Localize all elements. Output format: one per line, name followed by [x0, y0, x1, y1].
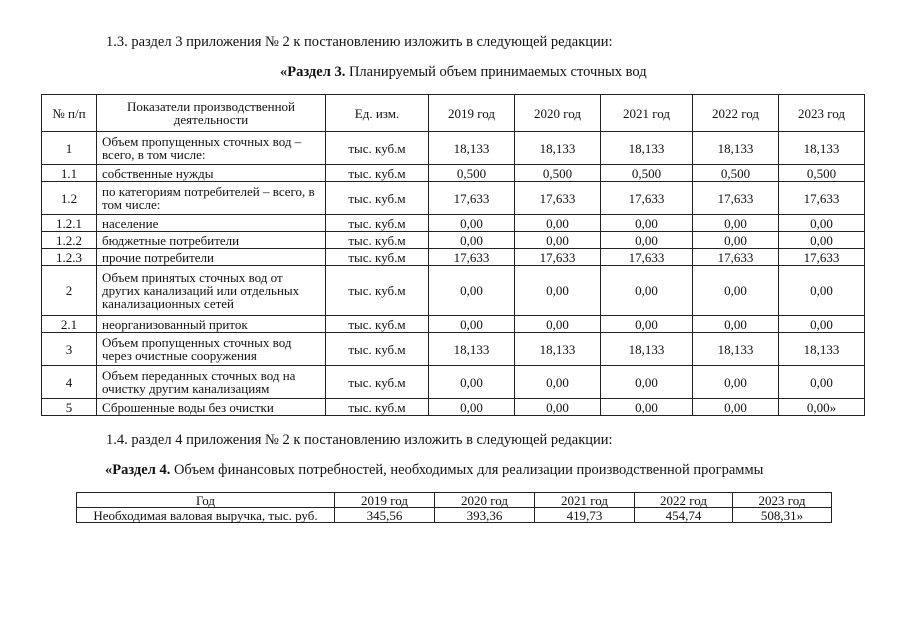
cell-value: 0,500: [429, 165, 515, 182]
row-indicator: по категориям потребителей – всего, в том числе:: [97, 182, 326, 215]
cell-value: 0,00: [779, 232, 865, 249]
cell-value: 18,133: [515, 132, 601, 165]
cell-value: 0,00: [601, 266, 693, 316]
row-label: Необходимая валовая выручка, тыс. руб.: [77, 508, 335, 523]
row-indicator: бюджетные потребители: [97, 232, 326, 249]
cell-value: 18,133: [601, 132, 693, 165]
header-2019: 2019 год: [335, 493, 435, 508]
row-number: 1.2: [42, 182, 97, 215]
row-indicator: население: [97, 215, 326, 232]
table-row: [42, 232, 865, 249]
row-unit: тыс. куб.м: [326, 316, 429, 333]
section-3-heading-bold: «Раздел 3.: [280, 64, 346, 80]
wastewater-volume-table: [41, 94, 865, 416]
cell-value: 0,00: [515, 215, 601, 232]
header-2023: 2023 год: [779, 95, 865, 132]
row-number: 1.1: [42, 165, 97, 182]
row-indicator: прочие потребители: [97, 249, 326, 266]
header-2023: 2023 год: [733, 493, 832, 508]
cell-value: 0,00: [429, 316, 515, 333]
row-unit: тыс. куб.м: [326, 399, 429, 416]
cell-value: 18,133: [693, 132, 779, 165]
cell-value: 0,00: [601, 316, 693, 333]
row-unit: тыс. куб.м: [326, 266, 429, 316]
paragraph-1-4: 1.4. раздел 4 приложения № 2 к постановлению изложить в следующей редакции:: [106, 432, 613, 448]
section-4-heading-bold: «Раздел 4.: [105, 462, 171, 478]
cell-value: 0,00: [693, 366, 779, 399]
section-4-heading-text: Объем финансовых потребностей, необходимых для реализации производственной программы: [170, 462, 764, 478]
cell-value: 0,500: [693, 165, 779, 182]
cell-value: 17,633: [515, 249, 601, 266]
header-year: Год: [77, 493, 335, 508]
cell-value: 18,133: [779, 132, 865, 165]
cell-value: 0,00: [601, 232, 693, 249]
cell-value: 17,633: [693, 249, 779, 266]
table-row: [42, 132, 865, 165]
row-number: 1.2.1: [42, 215, 97, 232]
header-2020: 2020 год: [435, 493, 535, 508]
cell-value: 0,00: [515, 316, 601, 333]
cell-value: 0,00: [693, 399, 779, 416]
cell-value: 18,133: [779, 333, 865, 366]
row-unit: тыс. куб.м: [326, 182, 429, 215]
table-header-row: [77, 493, 832, 508]
cell-value: 18,133: [515, 333, 601, 366]
table-row: [42, 249, 865, 266]
cell-value: 0,00: [429, 266, 515, 316]
row-unit: тыс. куб.м: [326, 366, 429, 399]
row-number: 3: [42, 333, 97, 366]
row-indicator: Объем принятых сточных вод от других канализаций или отдельных канализационных сетей: [97, 266, 326, 316]
cell-value: 0,00: [779, 366, 865, 399]
cell-value: 0,500: [515, 165, 601, 182]
section-4-heading: [105, 462, 763, 479]
cell-value: 0,00: [693, 232, 779, 249]
section-3-heading-text: Планируемый объем принимаемых сточных вод: [345, 64, 647, 80]
cell-value: 0,00: [693, 266, 779, 316]
row-number: 2: [42, 266, 97, 316]
row-unit: тыс. куб.м: [326, 165, 429, 182]
row-number: 2.1: [42, 316, 97, 333]
row-number: 1.2.2: [42, 232, 97, 249]
cell-value: 0,00: [779, 266, 865, 316]
cell-value: 0,00: [429, 399, 515, 416]
header-num: № п/п: [42, 95, 97, 132]
cell-value: 454,74: [635, 508, 733, 523]
row-indicator: неорганизованный приток: [97, 316, 326, 333]
header-2022: 2022 год: [635, 493, 733, 508]
cell-value: 17,633: [693, 182, 779, 215]
table-row: [42, 266, 865, 316]
cell-value: 0,500: [779, 165, 865, 182]
row-indicator: Объем пропущенных сточных вод – всего, в том числе:: [97, 132, 326, 165]
table-row: [42, 215, 865, 232]
row-unit: тыс. куб.м: [326, 132, 429, 165]
cell-value: 345,56: [335, 508, 435, 523]
row-unit: тыс. куб.м: [326, 232, 429, 249]
cell-value: 17,633: [601, 249, 693, 266]
table-row: [42, 333, 865, 366]
cell-value: 0,00: [601, 399, 693, 416]
cell-value: 0,00: [693, 316, 779, 333]
cell-value: 0,00: [515, 266, 601, 316]
table-row: [42, 182, 865, 215]
row-unit: тыс. куб.м: [326, 249, 429, 266]
cell-value: 18,133: [693, 333, 779, 366]
table-row: [42, 165, 865, 182]
table-row: [42, 316, 865, 333]
cell-value: 393,36: [435, 508, 535, 523]
cell-value: 17,633: [429, 182, 515, 215]
table-row: [77, 508, 832, 523]
cell-value: 0,00: [601, 366, 693, 399]
cell-value: 0,00: [515, 399, 601, 416]
cell-value: 0,00: [601, 215, 693, 232]
cell-value: 419,73: [535, 508, 635, 523]
row-indicator: собственные нужды: [97, 165, 326, 182]
table-row: [42, 366, 865, 399]
row-number: 4: [42, 366, 97, 399]
cell-value: 508,31»: [733, 508, 832, 523]
row-unit: тыс. куб.м: [326, 333, 429, 366]
cell-value: 0,00: [429, 366, 515, 399]
cell-value: 17,633: [779, 182, 865, 215]
cell-value: 0,00: [779, 215, 865, 232]
header-indicator: Показатели производственной деятельности: [97, 95, 326, 132]
cell-value: 18,133: [429, 132, 515, 165]
header-unit: Ед. изм.: [326, 95, 429, 132]
row-indicator: Объем пропущенных сточных вод через очистные сооружения: [97, 333, 326, 366]
financial-needs-table: [76, 492, 832, 523]
cell-value: 17,633: [515, 182, 601, 215]
cell-value: 0,500: [601, 165, 693, 182]
header-2022: 2022 год: [693, 95, 779, 132]
row-number: 5: [42, 399, 97, 416]
header-2021: 2021 год: [535, 493, 635, 508]
cell-value: 0,00: [429, 215, 515, 232]
table-header-row: [42, 95, 865, 132]
row-indicator: Сброшенные воды без очистки: [97, 399, 326, 416]
section-3-heading: [280, 64, 647, 81]
header-2021: 2021 год: [601, 95, 693, 132]
cell-value: 0,00»: [779, 399, 865, 416]
cell-value: 18,133: [429, 333, 515, 366]
cell-value: 0,00: [429, 232, 515, 249]
cell-value: 0,00: [779, 316, 865, 333]
header-2020: 2020 год: [515, 95, 601, 132]
row-indicator: Объем переданных сточных вод на очистку другим канализациям: [97, 366, 326, 399]
cell-value: 0,00: [693, 215, 779, 232]
cell-value: 17,633: [429, 249, 515, 266]
header-2019: 2019 год: [429, 95, 515, 132]
cell-value: 18,133: [601, 333, 693, 366]
row-number: 1: [42, 132, 97, 165]
paragraph-1-3: 1.3. раздел 3 приложения № 2 к постановлению изложить в следующей редакции:: [106, 34, 613, 50]
table-row: [42, 399, 865, 416]
row-unit: тыс. куб.м: [326, 215, 429, 232]
cell-value: 17,633: [601, 182, 693, 215]
cell-value: 0,00: [515, 232, 601, 249]
cell-value: 17,633: [779, 249, 865, 266]
cell-value: 0,00: [515, 366, 601, 399]
row-number: 1.2.3: [42, 249, 97, 266]
